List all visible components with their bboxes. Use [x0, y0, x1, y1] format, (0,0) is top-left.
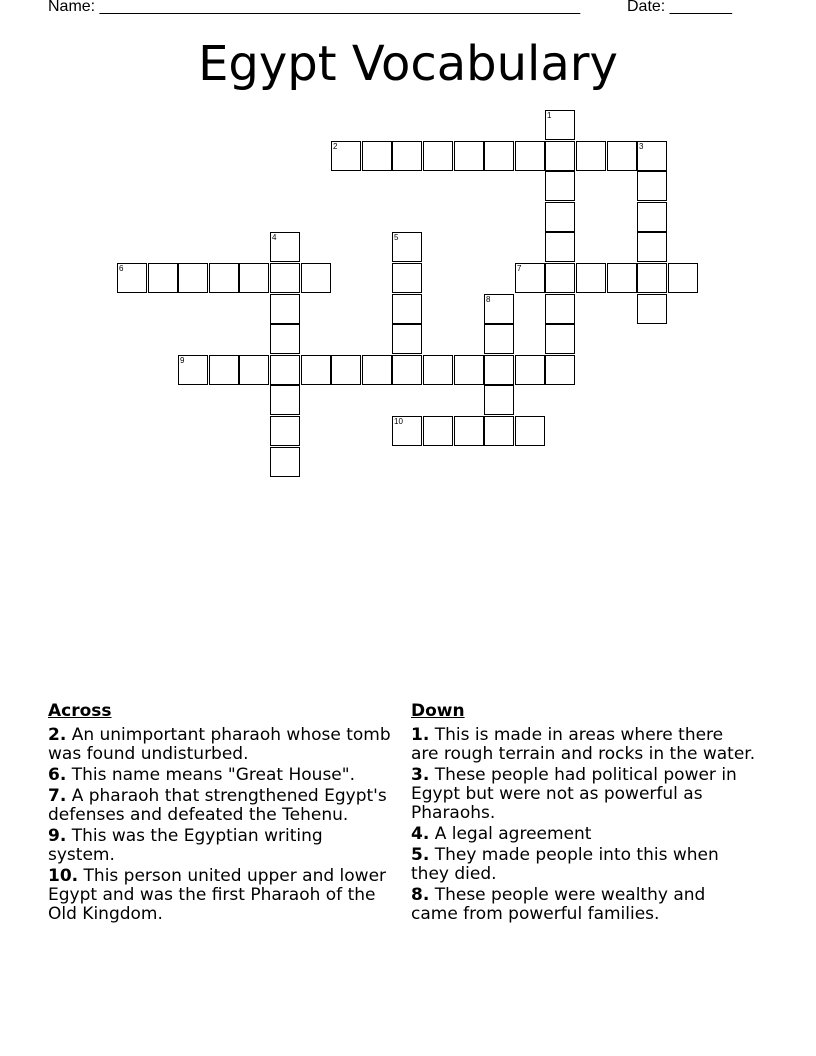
clue-across-6 [48, 766, 393, 785]
grid-cell[interactable] [454, 141, 484, 171]
grid-cell[interactable] [637, 294, 667, 324]
grid-cell[interactable] [515, 263, 545, 293]
grid-cell[interactable] [392, 324, 422, 354]
grid-cell[interactable] [362, 355, 392, 385]
grid-cell[interactable] [637, 171, 667, 201]
clue-number: 9. [48, 826, 67, 846]
cell-number: 5 [394, 233, 399, 242]
grid-cell[interactable] [484, 385, 514, 415]
grid-cell[interactable] [515, 416, 545, 446]
cell-number: 7 [517, 264, 522, 273]
clue-text: This is made in areas where there are rough terrain and rocks in the water. [411, 725, 756, 764]
grid-cell[interactable] [545, 202, 575, 232]
cell-number: 2 [333, 142, 338, 151]
name-line: Name: ______________________________________________________ [48, 0, 581, 15]
grid-cell[interactable] [209, 355, 239, 385]
grid-cell[interactable] [515, 355, 545, 385]
grid-cell[interactable] [270, 294, 300, 324]
grid-cell[interactable] [576, 141, 606, 171]
grid-cell[interactable] [331, 141, 361, 171]
grid-cell[interactable] [331, 355, 361, 385]
across-heading: Across [48, 701, 112, 721]
clue-across-10 [48, 867, 393, 924]
grid-cell[interactable] [484, 141, 514, 171]
clue-text: This was the Egyptian writing system. [48, 826, 323, 865]
clue-number: 3. [411, 765, 430, 785]
clue-down-1 [411, 726, 756, 764]
clue-number: 1. [411, 725, 430, 745]
grid-cell[interactable] [392, 355, 422, 385]
grid-cell[interactable] [423, 141, 453, 171]
clue-down-5 [411, 846, 756, 884]
clue-text: These people had political power in Egypt but were not as powerful as Pharaohs. [411, 765, 737, 823]
date-line: Date: _______ [627, 0, 732, 15]
grid-cell[interactable] [484, 324, 514, 354]
clue-text: A pharaoh that strengthened Egypt's defenses and defeated the Tehenu. [48, 786, 387, 825]
grid-cell[interactable] [545, 232, 575, 262]
grid-cell[interactable] [239, 355, 269, 385]
grid-cell[interactable] [239, 263, 269, 293]
grid-cell[interactable] [423, 355, 453, 385]
grid-cell[interactable] [515, 141, 545, 171]
clue-across-2 [48, 726, 393, 764]
grid-cell[interactable] [423, 416, 453, 446]
grid-cell[interactable] [270, 232, 300, 262]
grid-cell[interactable] [637, 232, 667, 262]
grid-cell[interactable] [607, 263, 637, 293]
clue-text: This person united upper and lower Egypt and was the first Pharaoh of the Old Kingdom. [48, 866, 387, 924]
grid-cell[interactable] [392, 141, 422, 171]
grid-cell[interactable] [484, 416, 514, 446]
grid-cell[interactable] [392, 263, 422, 293]
down-heading: Down [411, 701, 465, 721]
grid-cell[interactable] [545, 110, 575, 140]
grid-cell[interactable] [270, 385, 300, 415]
grid-cell[interactable] [607, 141, 637, 171]
grid-cell[interactable] [392, 232, 422, 262]
grid-cell[interactable] [545, 141, 575, 171]
grid-cell[interactable] [270, 416, 300, 446]
clue-text: They made people into this when they died. [411, 845, 719, 884]
grid-cell[interactable] [484, 355, 514, 385]
grid-cell[interactable] [545, 263, 575, 293]
page-title: Egypt Vocabulary [198, 36, 618, 92]
grid-cell[interactable] [454, 416, 484, 446]
clue-down-4 [411, 825, 756, 844]
grid-cell[interactable] [270, 447, 300, 477]
grid-cell[interactable] [637, 202, 667, 232]
down-clues [411, 702, 756, 926]
grid-cell[interactable] [545, 324, 575, 354]
clue-number: 7. [48, 786, 67, 806]
grid-cell[interactable] [270, 324, 300, 354]
grid-cell[interactable] [484, 294, 514, 324]
clue-down-8 [411, 886, 756, 924]
clue-across-9 [48, 827, 393, 865]
grid-cell[interactable] [178, 263, 208, 293]
clue-text: A legal agreement [434, 824, 592, 844]
grid-cell[interactable] [576, 263, 606, 293]
clue-across-7 [48, 787, 393, 825]
grid-cell[interactable] [117, 263, 147, 293]
across-clues [48, 702, 393, 926]
clue-number: 4. [411, 824, 430, 844]
cell-number: 3 [639, 142, 644, 151]
grid-cell[interactable] [270, 263, 300, 293]
grid-cell[interactable] [668, 263, 698, 293]
grid-cell[interactable] [454, 355, 484, 385]
crossword-grid [0, 0, 816, 500]
cell-number: 10 [394, 417, 403, 426]
grid-cell[interactable] [392, 416, 422, 446]
clue-number: 5. [411, 845, 430, 865]
clue-text: This name means "Great House". [71, 765, 355, 785]
grid-cell[interactable] [545, 171, 575, 201]
grid-cell[interactable] [545, 294, 575, 324]
grid-cell[interactable] [545, 355, 575, 385]
cell-number: 4 [272, 233, 277, 242]
grid-cell[interactable] [637, 263, 667, 293]
clue-text: These people were wealthy and came from powerful families. [411, 885, 706, 924]
cell-number: 8 [486, 295, 491, 304]
grid-cell[interactable] [209, 263, 239, 293]
grid-cell[interactable] [301, 355, 331, 385]
cell-number: 6 [119, 264, 124, 273]
grid-cell[interactable] [270, 355, 300, 385]
clue-down-3 [411, 766, 756, 823]
grid-cell[interactable] [362, 141, 392, 171]
clue-number: 10. [48, 866, 79, 886]
cell-number: 1 [547, 111, 552, 120]
grid-cell[interactable] [637, 141, 667, 171]
clue-number: 6. [48, 765, 67, 785]
clue-text: An unimportant pharaoh whose tomb was found undisturbed. [48, 725, 391, 764]
clue-number: 2. [48, 725, 67, 745]
grid-cell[interactable] [392, 294, 422, 324]
grid-cell[interactable] [301, 263, 331, 293]
clue-number: 8. [411, 885, 430, 905]
grid-cell[interactable] [178, 355, 208, 385]
cell-number: 9 [180, 356, 185, 365]
grid-cell[interactable] [148, 263, 178, 293]
